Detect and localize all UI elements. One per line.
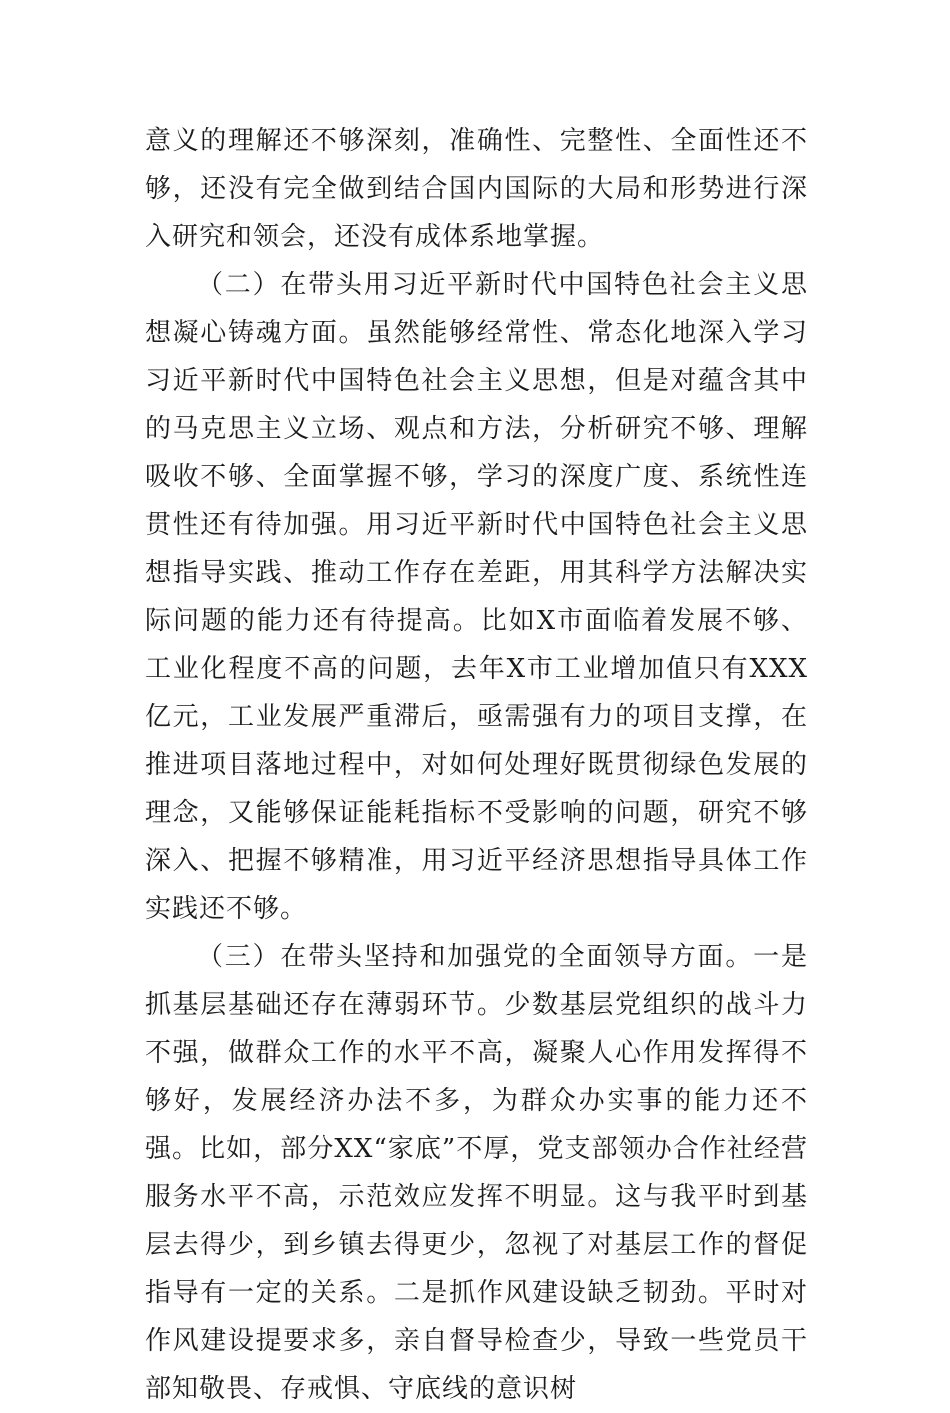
document-body — [145, 117, 808, 1413]
paragraph-section-three: （三）在带头坚持和加强党的全面领导方面。一是抓基层基础还存在薄弱环节。少数基层党组织的战斗力不强，做群众工作的水平不高，凝聚人心作用发挥得不够好，发展经济办法不多，为群众办实事的能力还不强。比如，部分XX“家底”不厚，党支部领办合作社经营服务水平不高，示范效应发挥不明显。这与我平时到基层去得少，到乡镇去得更少，忽视了对基层工作的督促指导有一定的关系。二是抓作风建设缺乏韧劲。平时对作风建设提要求多，亲自督导检查少，导致一些党员干部知敬畏、存戒惧、守底线的意识树 — [145, 942, 808, 1404]
paragraph-section-two: （二）在带头用习近平新时代中国特色社会主义思想凝心铸魂方面。虽然能够经常性、常态化地深入学习习近平新时代中国特色社会主义思想，但是对蕴含其中的马克思主义立场、观点和方法，分析研究不够、理解吸收不够、全面掌握不够，学习的深度广度、系统性连贯性还有待加强。用习近平新时代中国特色社会主义思想指导实践、推动工作存在差距，用其科学方法解决实际问题的能力还有待提高。比如X市面临着发展不够、工业化程度不高的问题，去年X市工业增加值只有XXX亿元，工业发展严重滞后，亟需强有力的项目支撑，在推进项目落地过程中，对如何处理好既贯彻绿色发展的理念，又能够保证能耗指标不受影响的问题，研究不够深入、把握不够精准，用习近平经济思想指导具体工作实践还不够。 — [145, 270, 808, 924]
paragraph-continuation: 意义的理解还不够深刻，准确性、完整性、全面性还不够，还没有完全做到结合国内国际的大局和形势进行深入研究和领会，还没有成体系地掌握。 — [145, 126, 808, 252]
